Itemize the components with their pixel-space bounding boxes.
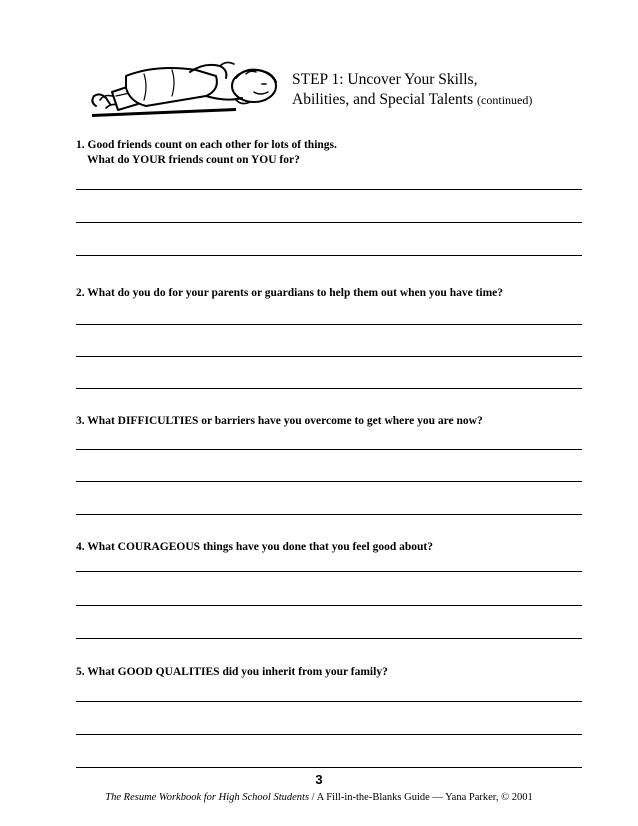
question-5 bbox=[76, 665, 388, 680]
answer-line[interactable] bbox=[76, 605, 582, 606]
step-title bbox=[292, 70, 532, 110]
step-title-line-2 bbox=[292, 90, 532, 110]
answer-line[interactable] bbox=[76, 449, 582, 450]
answer-line[interactable] bbox=[76, 514, 582, 515]
answer-line[interactable] bbox=[76, 481, 582, 482]
answer-line[interactable] bbox=[76, 388, 582, 389]
answer-line[interactable] bbox=[76, 767, 582, 768]
answer-line[interactable] bbox=[76, 356, 582, 357]
answer-line[interactable] bbox=[76, 189, 582, 190]
reclining-figure-drawing-icon bbox=[86, 56, 282, 126]
question-1-line-1: 1. Good friends count on each other for lots of things. bbox=[76, 139, 337, 151]
answer-line[interactable] bbox=[76, 222, 582, 223]
question-5-text: 5. What GOOD QUALITIES did you inherit from your family? bbox=[76, 666, 388, 678]
answer-line[interactable] bbox=[76, 255, 582, 256]
continued-label: (continued) bbox=[477, 93, 533, 107]
page-number: 3 bbox=[315, 772, 323, 787]
question-4-text: 4. What COURAGEOUS things have you done that you feel good about? bbox=[76, 541, 433, 553]
step-title-line-1: STEP 1: Uncover Your Skills, bbox=[292, 71, 478, 88]
question-2 bbox=[76, 286, 503, 301]
question-1-line-2: What do YOUR friends count on YOU for? bbox=[87, 154, 300, 166]
answer-line[interactable] bbox=[76, 638, 582, 639]
answer-line[interactable] bbox=[76, 324, 582, 325]
question-2-text: 2. What do you do for your parents or guardians to help them out when you have time? bbox=[76, 287, 504, 299]
footer bbox=[0, 792, 638, 803]
question-4 bbox=[76, 540, 433, 555]
answer-line[interactable] bbox=[76, 734, 582, 735]
footer-book-title: The Resume Workbook for High School Students bbox=[105, 792, 310, 803]
footer-credit: / A Fill-in-the-Blanks Guide — Yana Parker, © 2001 bbox=[311, 792, 533, 803]
question-3-text: 3. What DIFFICULTIES or barriers have you overcome to get where you are now? bbox=[76, 415, 483, 427]
question-1 bbox=[76, 138, 337, 168]
answer-line[interactable] bbox=[76, 571, 582, 572]
question-3 bbox=[76, 414, 483, 429]
answer-line[interactable] bbox=[76, 701, 582, 702]
step-title-line-2-text: Abilities, and Special Talents bbox=[292, 91, 474, 108]
